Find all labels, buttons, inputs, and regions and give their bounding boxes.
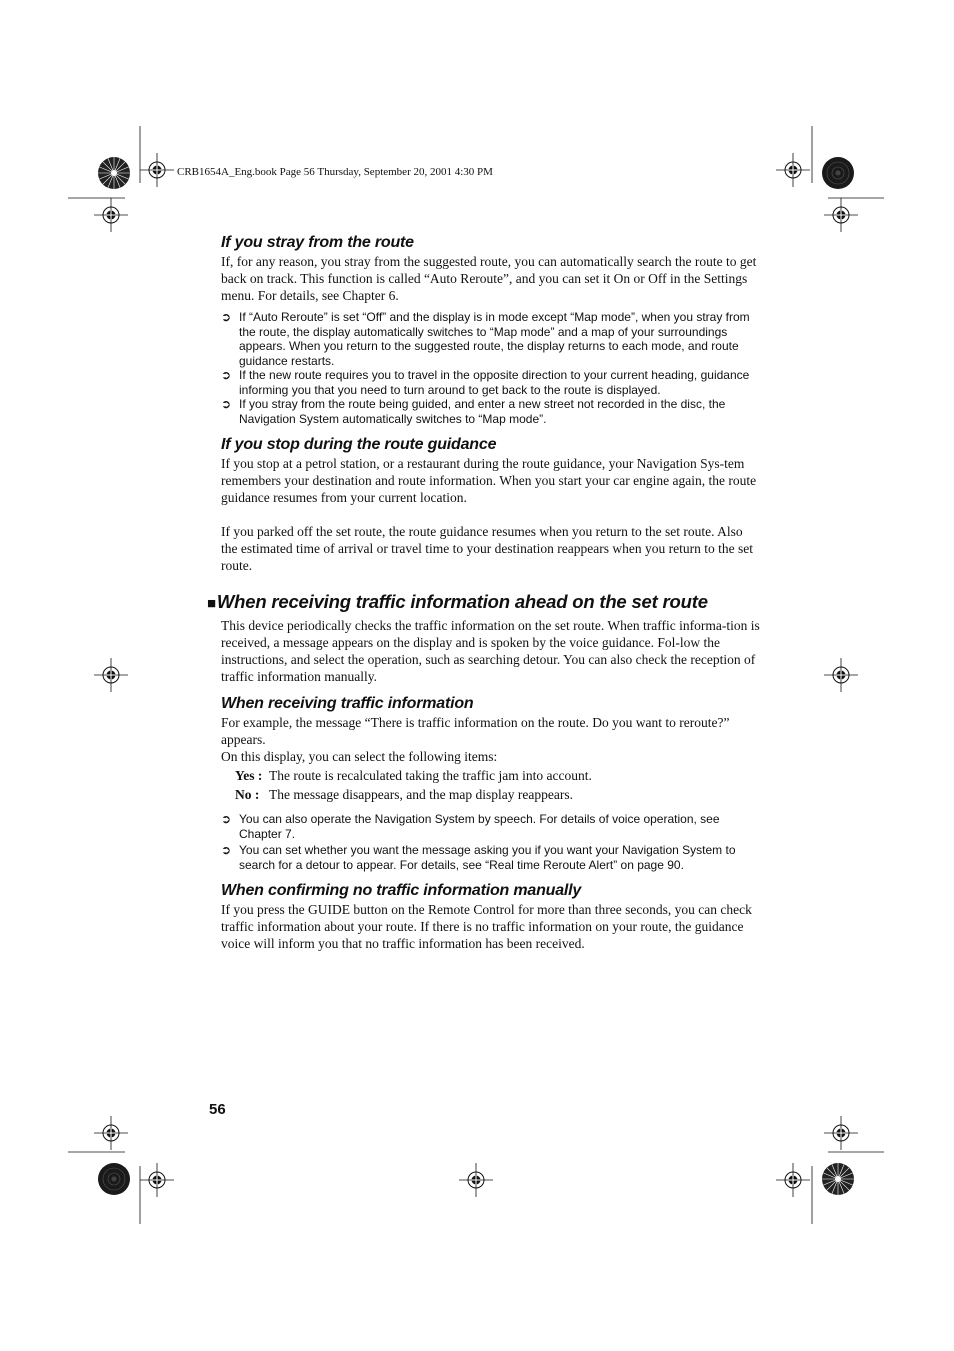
stop-guidance-para-1: If you stop at a petrol station, or a restaurant during the route guidance, your Navigation Sys-tem remembers your destination and route information. When you start your car engine again, the route guidance resumes from your current location. [221, 456, 757, 505]
note-item: ➲ If you stray from the route being guided, and enter a new street not recorded in the disc, the Navigation System automatically switches to “Map mode”. [221, 397, 726, 426]
note-item: ➲ You can also operate the Navigation System by speech. For details of voice operation, see Chapter 7. [221, 812, 720, 841]
note-arrow-icon: ➲ [221, 368, 232, 382]
note-arrow-icon: ➲ [221, 397, 232, 411]
section-square-icon: ■ [207, 595, 216, 612]
registration-mark-icon [824, 198, 858, 232]
stray-route-body: If, for any reason, you stray from the suggested route, you can automatically search the route to get back on track. This function is called “Auto Reroute”, and you can set it On or Off in the Settings menu. For details, see Chapter 6. [221, 254, 757, 303]
registration-mark-icon [776, 153, 810, 187]
book-file-info: CRB1654A_Eng.book Page 56 Thursday, September 20, 2001 4:30 PM [177, 166, 493, 178]
registration-mark-icon [94, 198, 128, 232]
star-target-icon [98, 1163, 130, 1195]
receiving-notes [221, 812, 760, 872]
registration-mark-icon [824, 658, 858, 692]
stray-route-notes [221, 310, 760, 426]
registration-mark-icon [94, 658, 128, 692]
page-content [207, 233, 760, 952]
heading-confirm-manually: When confirming no traffic information manually [221, 882, 582, 899]
registration-mark-icon [824, 1116, 858, 1150]
receiving-para-2: On this display, you can select the following items: [221, 749, 498, 764]
heading-receiving-traffic: When receiving traffic information [221, 695, 474, 712]
registration-mark-icon [140, 153, 174, 187]
stop-guidance-para-2: If you parked off the set route, the route guidance resumes when you return to the set route. Also the estimated time of arrival or travel time to your destination reappears when you return to the set route. [221, 524, 753, 573]
note-item: ➲ If the new route requires you to travel in the opposite direction to your current heading, guidance informing you that you need to turn around to get back to the route is displayed. [221, 368, 750, 397]
heading-traffic-info: ■When receiving traffic information ahead on the set route [207, 591, 708, 612]
option-no: No : The message disappears, and the map display reappears. [235, 787, 574, 802]
note-arrow-icon: ➲ [221, 310, 232, 324]
heading-stray-route: If you stray from the route [221, 234, 414, 251]
traffic-info-body: This device periodically checks the traffic information on the set route. When traffic informa-tion is received, a message appears on the display and is spoken by the voice guidance. Fol-low the instructions, and select the operation, such as searching detour. You can also check the reception of traffic information manually. [221, 618, 760, 684]
option-yes: Yes : The route is recalculated taking the traffic jam into account. [235, 768, 592, 783]
star-target-icon [822, 1163, 854, 1195]
receiving-para-1: For example, the message “There is traffic information on the route. Do you want to reroute?” appears. [221, 715, 730, 747]
note-arrow-icon: ➲ [221, 812, 232, 826]
registration-mark-icon [94, 1116, 128, 1150]
registration-mark-icon [140, 1163, 174, 1197]
note-arrow-icon: ➲ [221, 843, 232, 857]
confirm-manually-body: If you press the GUIDE button on the Remote Control for more than three seconds, you can check traffic information about your route. If there is no traffic information on your route, the guidance voice will inform you that no traffic information has been received. [221, 902, 752, 951]
star-target-icon [98, 157, 130, 189]
registration-mark-icon [459, 1163, 493, 1197]
star-target-icon [822, 157, 854, 189]
note-item: ➲ If “Auto Reroute” is set “Off” and the display is in mode except “Map mode”, when you stray from the route, the display automatically switches to “Map mode” and a map of your surroundings appears. When you return to the suggested route, the display returns to each mode, and route guidance restarts. [221, 310, 750, 368]
heading-stop-guidance: If you stop during the route guidance [221, 436, 497, 453]
page-number: 56 [209, 1101, 226, 1118]
registration-mark-icon [776, 1163, 810, 1197]
note-item: ➲ You can set whether you want the message asking you if you want your Navigation System to search for a detour to appear. For details, see “Real time Reroute Alert” on page 90. [221, 843, 736, 872]
